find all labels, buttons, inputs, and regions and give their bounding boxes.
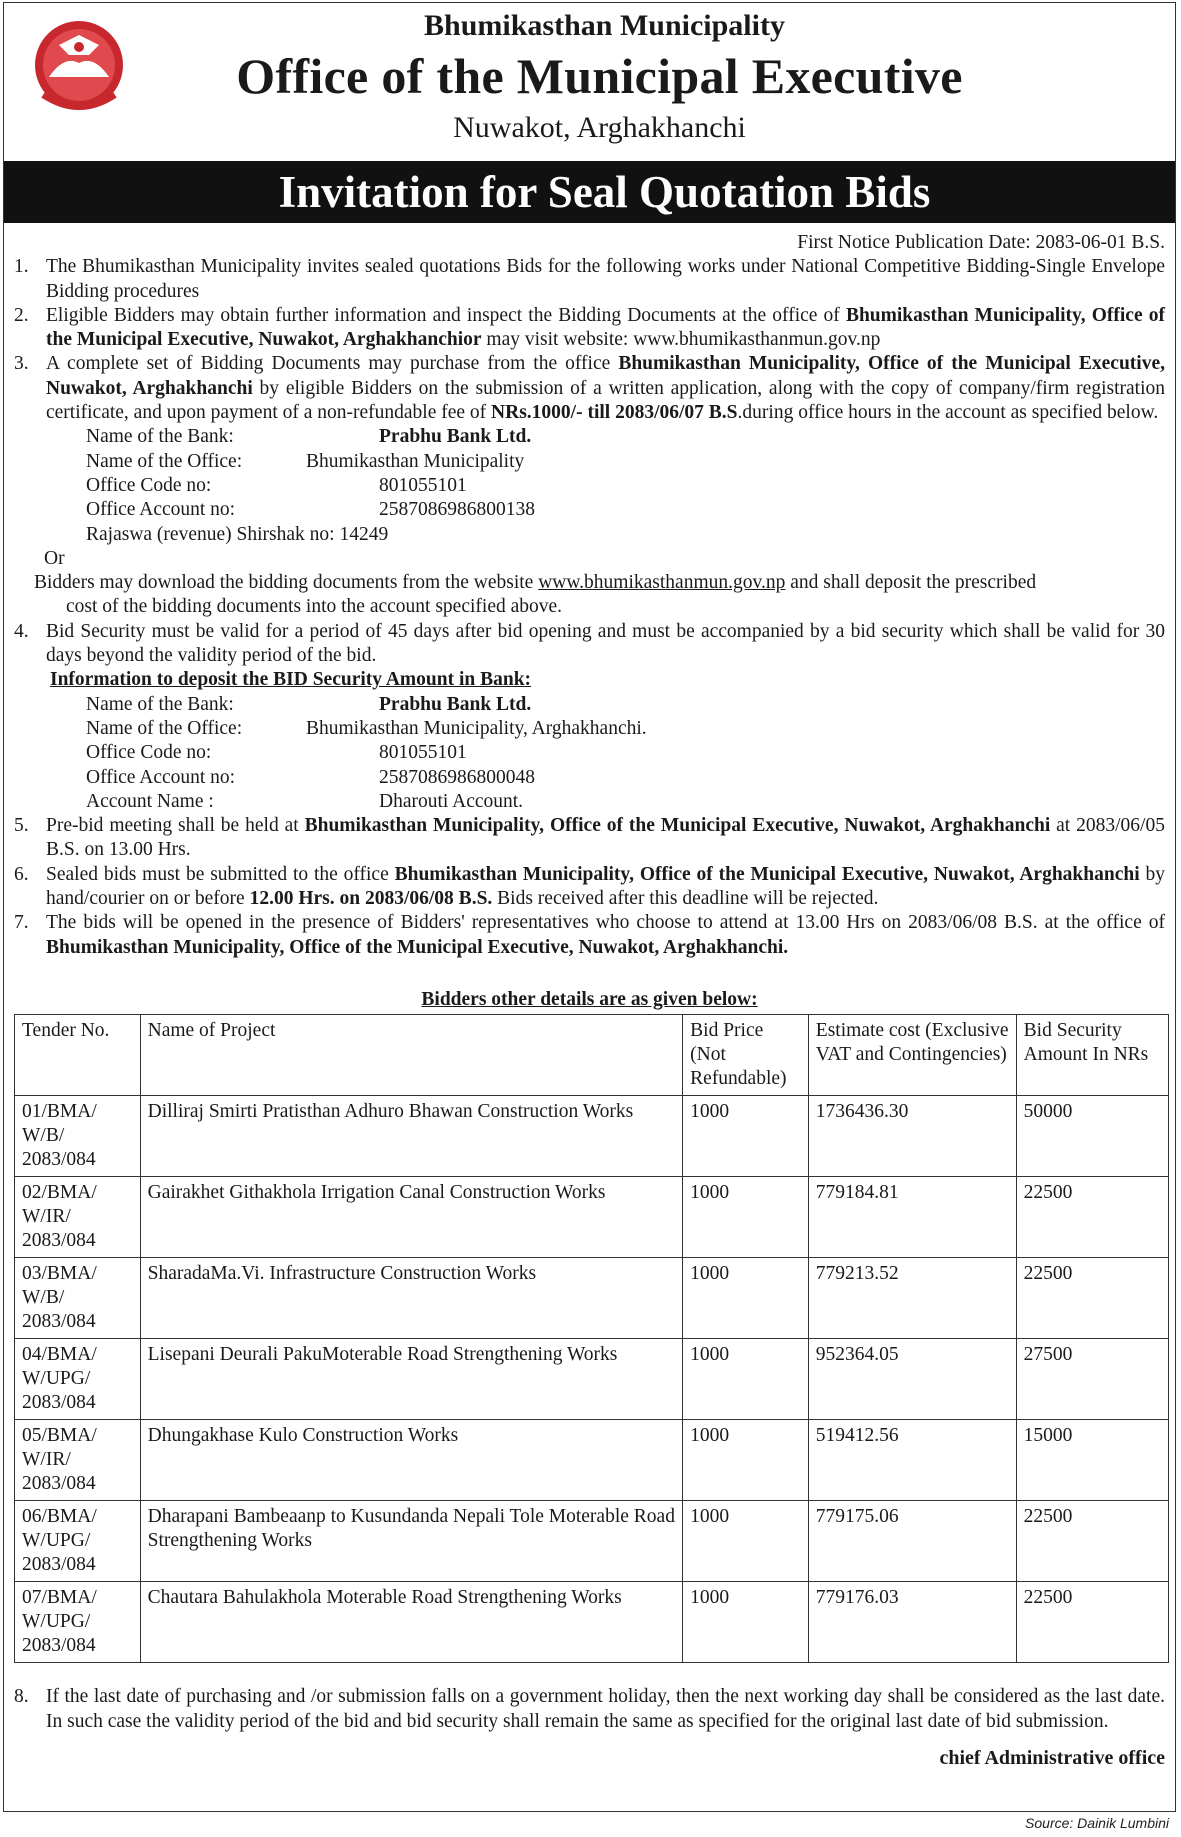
bidders-details-title: Bidders other details are as given below:: [421, 988, 758, 1010]
table-row: [15, 1582, 1169, 1663]
item-text: Eligible Bidders may obtain further information and inspect the Bidding Documents at the office of Bhumikasthan Municipality, Office of the Municipal Executive, Nuwakot, Arghakhanchior may visit website: www.bhumikasthanmun.gov.np: [46, 304, 1165, 351]
source-credit: Source: Dainik Lumbini: [1025, 1815, 1169, 1831]
item-1: [14, 255, 1165, 304]
project-name: Lisepani Deurali PakuMoterable Road Strengthening Works: [140, 1339, 683, 1420]
project-name: Dhungakhase Kulo Construction Works: [140, 1420, 683, 1501]
notice: [3, 2, 1176, 1812]
item-text: A complete set of Bidding Documents may purchase from the office Bhumikasthan Municipality, Office of the Municipal Executive, Nuwakot, Arghakhanchi by eligible Bidders on the submission of a written application, along with the copy of company/firm registration certificate, and upon payment of a non-refundable fee of NRs.1000/- till 2083/06/07 B.S.during office hours in the account as specified below.: [46, 353, 1165, 424]
bid-security: 15000: [1016, 1420, 1168, 1501]
signature: chief Administrative office: [939, 1746, 1165, 1769]
bid-price: 1000: [683, 1420, 809, 1501]
office-title: Office of the Municipal Executive: [236, 48, 963, 104]
col-estimate-cost: Estimate cost (Exclusive VAT and Contingencies): [808, 1015, 1016, 1096]
table-row: [15, 1420, 1169, 1501]
code-label: Office Code no:: [86, 474, 212, 496]
office-label: Name of the Office:: [86, 450, 243, 472]
notice-body: [14, 231, 1165, 1770]
municipality-name: Bhumikasthan Municipality: [424, 9, 785, 42]
col-project-name: Name of Project: [140, 1015, 683, 1096]
or-text: Or: [44, 547, 65, 569]
project-name: SharadaMa.Vi. Infrastructure Construction Works: [140, 1258, 683, 1339]
code-value: 801055101: [379, 474, 467, 496]
bid-price: 1000: [683, 1258, 809, 1339]
bank-value: Prabhu Bank Ltd.: [379, 426, 532, 448]
table-row: [15, 1501, 1169, 1582]
location: Nuwakot, Arghakhanchi: [453, 111, 746, 144]
estimate-cost: 952364.05: [808, 1339, 1016, 1420]
item-5: 5. Pre-bid meeting shall be held at Bhumikasthan Municipality, Office of the Municipal Executive, Nuwakot, Arghakhanchi at 2083/06/05 B.S. on 13.00 Hrs.: [14, 815, 1165, 861]
revenue-value: 14249: [339, 523, 389, 545]
col-bid-security: Bid Security Amount In NRs: [1016, 1015, 1168, 1096]
item-number: 4.: [14, 620, 29, 642]
table-row: [15, 1258, 1169, 1339]
bid-price: 1000: [683, 1501, 809, 1582]
table-row: [15, 1096, 1169, 1177]
tender-no: 07/BMA/ W/UPG/ 2083/084: [15, 1582, 141, 1663]
item-number: 2.: [14, 304, 29, 326]
item-3: [14, 352, 1165, 425]
notice-banner: Invitation for Seal Quotation Bids: [3, 161, 1176, 223]
estimate-cost: 1736436.30: [808, 1096, 1016, 1177]
bid-security: 50000: [1016, 1096, 1168, 1177]
project-name: Dilliraj Smirti Pratisthan Adhuro Bhawan Construction Works: [140, 1096, 683, 1177]
tender-no: 05/BMA/ W/IR/ 2083/084: [15, 1420, 141, 1501]
account-label: Office Account no:: [86, 499, 236, 521]
bid-security: 27500: [1016, 1339, 1168, 1420]
estimate-cost: 519412.56: [808, 1420, 1016, 1501]
item-8: 8. If the last date of purchasing and /or submission falls on a government holiday, then the next working day shall be considered as the last date. In such case the validity period of the bid and bid security shall remain the same as specified for the original last date of bid submission.: [14, 1686, 1165, 1732]
account-value: 2587086986800138: [379, 499, 535, 521]
bid-security-bank-title: Information to deposit the BID Security Amount in Bank:: [50, 669, 532, 691]
item-number: 1.: [14, 256, 29, 278]
item-text: The Bhumikasthan Municipality invites sealed quotations Bids for the following works under National Competitive Bidding-Single Envelope Bidding procedures: [46, 256, 1165, 302]
col-bid-price: Bid Price (Not Refundable): [683, 1015, 809, 1096]
project-name: Gairakhet Githakhola Irrigation Canal Construction Works: [140, 1177, 683, 1258]
bank-details-purchase: [86, 425, 1165, 546]
item-number: 3.: [14, 353, 29, 375]
project-name: Chautara Bahulakhola Moterable Road Strengthening Works: [140, 1582, 683, 1663]
item-7: 7. The bids will be opened in the presence of Bidders' representatives who choose to attend at 13.00 Hrs on 2083/06/08 B.S. at the office of Bhumikasthan Municipality, Office of the Municipal Executive, Nuwakot, Arghakhanchi.: [14, 912, 1165, 958]
header: [4, 3, 1175, 217]
bid-security: 22500: [1016, 1582, 1168, 1663]
table-row: [15, 1339, 1169, 1420]
tender-no: 03/BMA/ W/B/ 2083/084: [15, 1258, 141, 1339]
bid-price: 1000: [683, 1582, 809, 1663]
tender-no: 02/BMA/ W/IR/ 2083/084: [15, 1177, 141, 1258]
revenue-label: Rajaswa (revenue) Shirshak no:: [86, 523, 335, 545]
bid-security: 22500: [1016, 1177, 1168, 1258]
item-2: [14, 304, 1165, 353]
table-header-row: [15, 1015, 1169, 1096]
estimate-cost: 779184.81: [808, 1177, 1016, 1258]
office-value: Bhumikasthan Municipality: [306, 450, 525, 472]
download-note: Bidders may download the bidding documents from the website www.bhumikasthanmun.gov.np and shall deposit the prescribed cost of the bidding documents into the account specified above.: [34, 572, 1037, 618]
item-4: [14, 620, 1165, 669]
estimate-cost: 779175.06: [808, 1501, 1016, 1582]
bank-details-security: Name of the Bank: Prabhu Bank Ltd. Name of the Office: Bhumikasthan Municipality, Arghakhanchi. Office Code no: 801055101 Office Account no: 2587086986800048 Account Name : Dharouti Account.: [86, 693, 647, 812]
tender-no: 06/BMA/ W/UPG/ 2083/084: [15, 1501, 141, 1582]
publication-date: First Notice Publication Date: 2083-06-01 B.S.: [797, 232, 1165, 253]
item-6: 6. Sealed bids must be submitted to the office Bhumikasthan Municipality, Office of the Municipal Executive, Nuwakot, Arghakhanchi by hand/courier on or before 12.00 Hrs. on 2083/06/08 B.S. Bids received after this deadline will be rejected.: [14, 863, 1165, 910]
tender-no: 04/BMA/ W/UPG/ 2083/084: [15, 1339, 141, 1420]
project-name: Dharapani Bambeaanp to Kusundanda Nepali Tole Moterable Road Strengthening Works: [140, 1501, 683, 1582]
bid-price: 1000: [683, 1339, 809, 1420]
tender-no: 01/BMA/ W/B/ 2083/084: [15, 1096, 141, 1177]
estimate-cost: 779176.03: [808, 1582, 1016, 1663]
website-link[interactable]: www.bhumikasthanmun.gov.np: [538, 572, 786, 594]
bid-price: 1000: [683, 1096, 809, 1177]
col-tender-no: Tender No.: [15, 1015, 141, 1096]
bid-price: 1000: [683, 1177, 809, 1258]
item-text: Bid Security must be valid for a period of 45 days after bid opening and must be accompanied by a bid security which shall be valid for 30 days beyond the validity period of the bid.: [46, 620, 1165, 667]
bid-security: 22500: [1016, 1501, 1168, 1582]
estimate-cost: 779213.52: [808, 1258, 1016, 1339]
bank-label: Name of the Bank:: [86, 426, 234, 448]
table-row: [15, 1177, 1169, 1258]
bids-table: [14, 1014, 1169, 1663]
bid-security: 22500: [1016, 1258, 1168, 1339]
